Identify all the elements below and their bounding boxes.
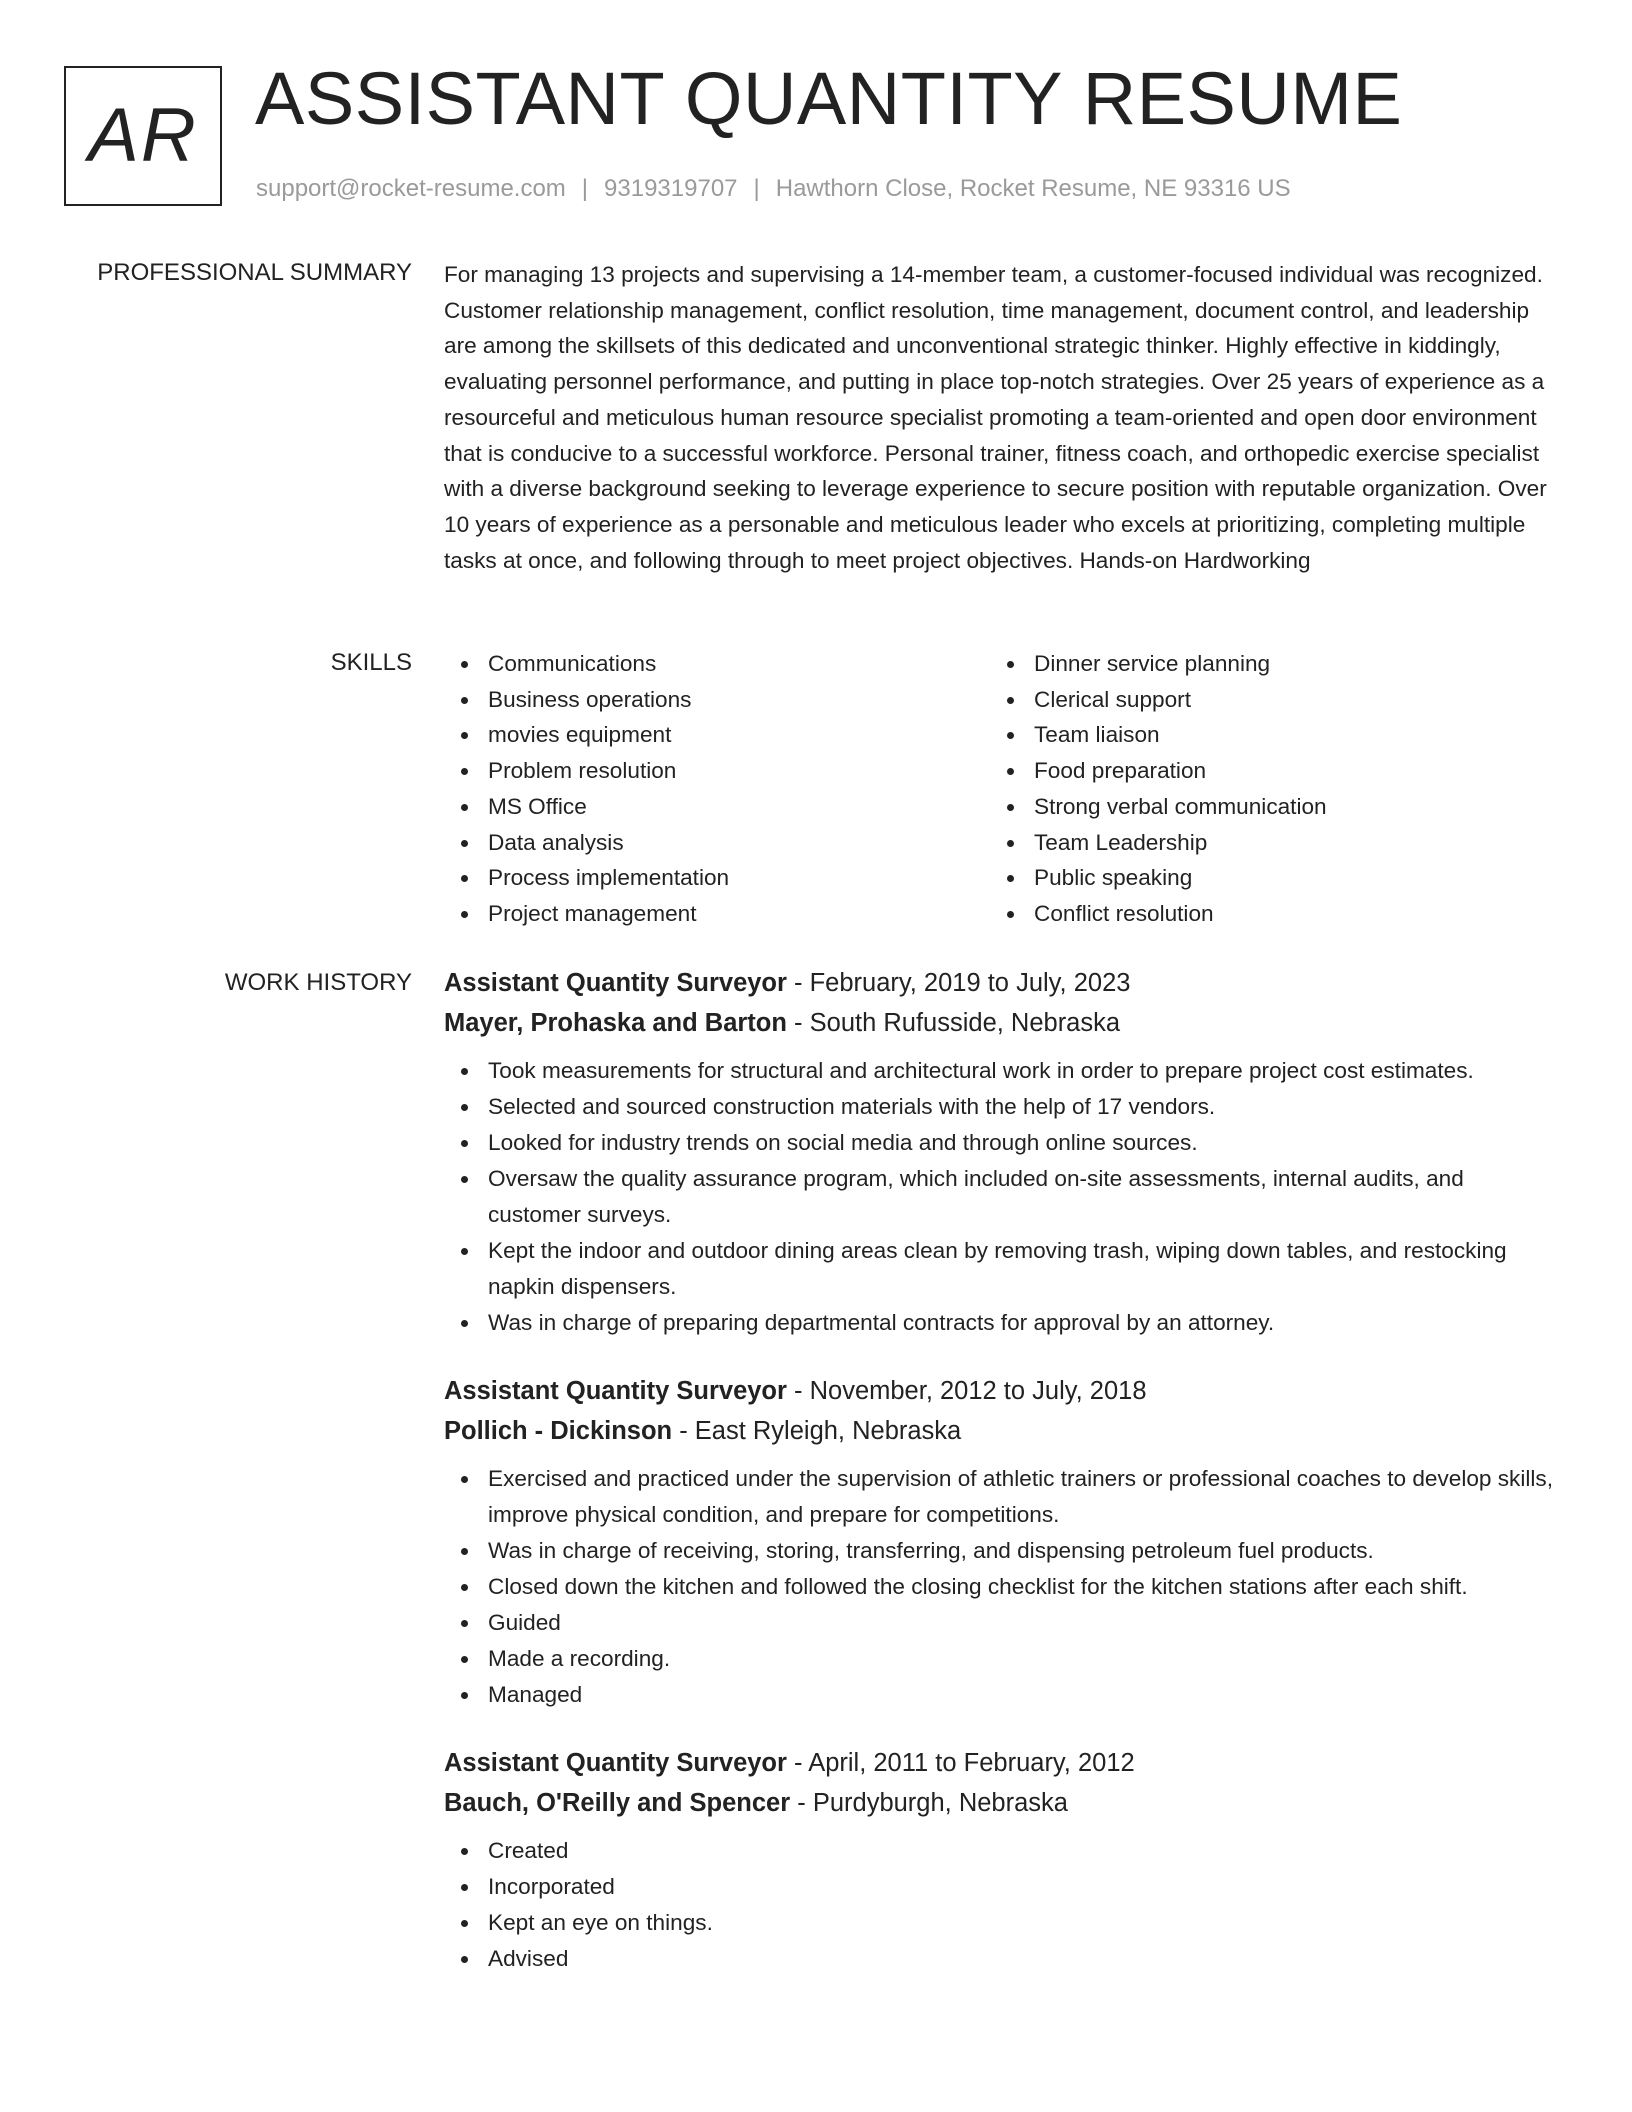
job-duties-list — [444, 1053, 1556, 1341]
contact-address: Hawthorn Close, Rocket Resume, NE 93316 US — [775, 175, 1291, 202]
job-company-line — [444, 1003, 1556, 1043]
job-entry — [444, 1743, 1556, 1977]
job-entry — [444, 963, 1556, 1341]
job-company-line — [444, 1783, 1556, 1823]
job-location: - East Ryleigh, Nebraska — [672, 1417, 962, 1445]
skill-item: Public speaking — [1034, 860, 1536, 896]
job-company: Bauch, O'Reilly and Spencer — [444, 1789, 791, 1817]
contact-phone: 9319319707 — [604, 175, 738, 202]
skill-item: Project management — [488, 896, 990, 932]
job-duty-item: Created — [488, 1833, 1556, 1869]
skills-list-right — [990, 646, 1536, 932]
work-history-block — [444, 963, 1556, 2007]
section-label-skills: SKILLS — [330, 649, 412, 676]
job-duty-item: Managed — [488, 1677, 1556, 1713]
job-dates: - April, 2011 to February, 2012 — [786, 1749, 1135, 1777]
job-title: Assistant Quantity Surveyor — [444, 969, 787, 997]
monogram-logo — [64, 66, 222, 206]
section-label-summary: PROFESSIONAL SUMMARY — [97, 259, 412, 286]
skill-item: Business operations — [488, 682, 990, 718]
summary-text: For managing 13 projects and supervising a 14-member team, a customer-focused individual was recognized. Customer relationship management, conflict resolution, time management, document control, and leadership are among the skillsets of this dedicated and unconventional strategic thinker. Highly effective in kiddingly, evaluating personnel performance, and putting in place top-notch strategies. Over 25 years of experience as a resourceful and meticulous human resource specialist promoting a team-oriented and open door environment that is conducive to a successful workforce. Personal trainer, fitness coach, and orthopedic exercise specialist with a diverse background seeking to leverage experience to secure position with reputable organization. Over 10 years of experience as a personable and meticulous leader who excels at prioritizing, completing multiple tasks at once, and following through to meet project objectives. Hands-on Hardworking — [444, 262, 1547, 573]
job-duty-item: Took measurements for structural and architectural work in order to prepare project cost estimates. — [488, 1053, 1556, 1089]
job-title-line — [444, 963, 1556, 1003]
job-duties-list — [444, 1833, 1556, 1977]
job-duty-item: Selected and sourced construction materials with the help of 17 vendors. — [488, 1089, 1556, 1125]
skill-item: Clerical support — [1034, 682, 1536, 718]
skill-item: MS Office — [488, 789, 990, 825]
skills-block — [444, 646, 1556, 932]
job-duty-item: Incorporated — [488, 1869, 1556, 1905]
job-duty-item: Was in charge of preparing departmental contracts for approval by an attorney. — [488, 1305, 1556, 1341]
job-duty-item: Guided — [488, 1605, 1556, 1641]
skill-item: movies equipment — [488, 717, 990, 753]
job-title-line — [444, 1371, 1556, 1411]
job-company: Pollich - Dickinson — [444, 1417, 673, 1445]
skill-item: Strong verbal communication — [1034, 789, 1536, 825]
job-title-line — [444, 1743, 1556, 1783]
job-duty-item: Exercised and practiced under the supervision of athletic trainers or professional coaches to develop skills, improve physical condition, and prepare for competitions. — [488, 1461, 1556, 1533]
contact-separator: | — [753, 175, 760, 202]
contact-separator: | — [581, 175, 589, 202]
job-title: Assistant Quantity Surveyor — [444, 1749, 787, 1777]
job-company: Mayer, Prohaska and Barton — [444, 1009, 787, 1037]
job-location: - Purdyburgh, Nebraska — [790, 1789, 1068, 1817]
section-label-work-history: WORK HISTORY — [224, 969, 412, 996]
job-duty-item: Was in charge of receiving, storing, transferring, and dispensing petroleum fuel products. — [488, 1533, 1556, 1569]
skill-item: Team liaison — [1034, 717, 1536, 753]
skill-item: Team Leadership — [1034, 825, 1536, 861]
skills-list-left — [444, 646, 990, 932]
job-duty-item: Oversaw the quality assurance program, which included on-site assessments, internal audits, and customer surveys. — [488, 1161, 1556, 1233]
skill-item: Food preparation — [1034, 753, 1536, 789]
contact-email: support@rocket-resume.com — [256, 175, 566, 202]
monogram-initials: AR — [88, 93, 198, 178]
skill-item: Problem resolution — [488, 753, 990, 789]
job-duty-item: Advised — [488, 1941, 1556, 1977]
job-dates: - February, 2019 to July, 2023 — [786, 969, 1131, 997]
job-duties-list — [444, 1461, 1556, 1713]
job-title: Assistant Quantity Surveyor — [444, 1377, 787, 1405]
job-duty-item: Made a recording. — [488, 1641, 1556, 1677]
job-duty-item: Kept an eye on things. — [488, 1905, 1556, 1941]
skill-item: Communications — [488, 646, 990, 682]
job-company-line — [444, 1411, 1556, 1451]
job-location: - South Rufusside, Nebraska — [786, 1009, 1121, 1037]
skill-item: Dinner service planning — [1034, 646, 1536, 682]
skill-item: Process implementation — [488, 860, 990, 896]
job-entry — [444, 1371, 1556, 1713]
resume-title: ASSISTANT QUANTITY RESUME — [255, 57, 1403, 140]
job-duty-item: Looked for industry trends on social media and through online sources. — [488, 1125, 1556, 1161]
skill-item: Data analysis — [488, 825, 990, 861]
job-duty-item: Closed down the kitchen and followed the closing checklist for the kitchen stations after each shift. — [488, 1569, 1556, 1605]
job-dates: - November, 2012 to July, 2018 — [786, 1377, 1147, 1405]
job-duty-item: Kept the indoor and outdoor dining areas clean by removing trash, wiping down tables, and restocking napkin dispensers. — [488, 1233, 1556, 1305]
contact-line — [256, 174, 1291, 204]
skill-item: Conflict resolution — [1034, 896, 1536, 932]
